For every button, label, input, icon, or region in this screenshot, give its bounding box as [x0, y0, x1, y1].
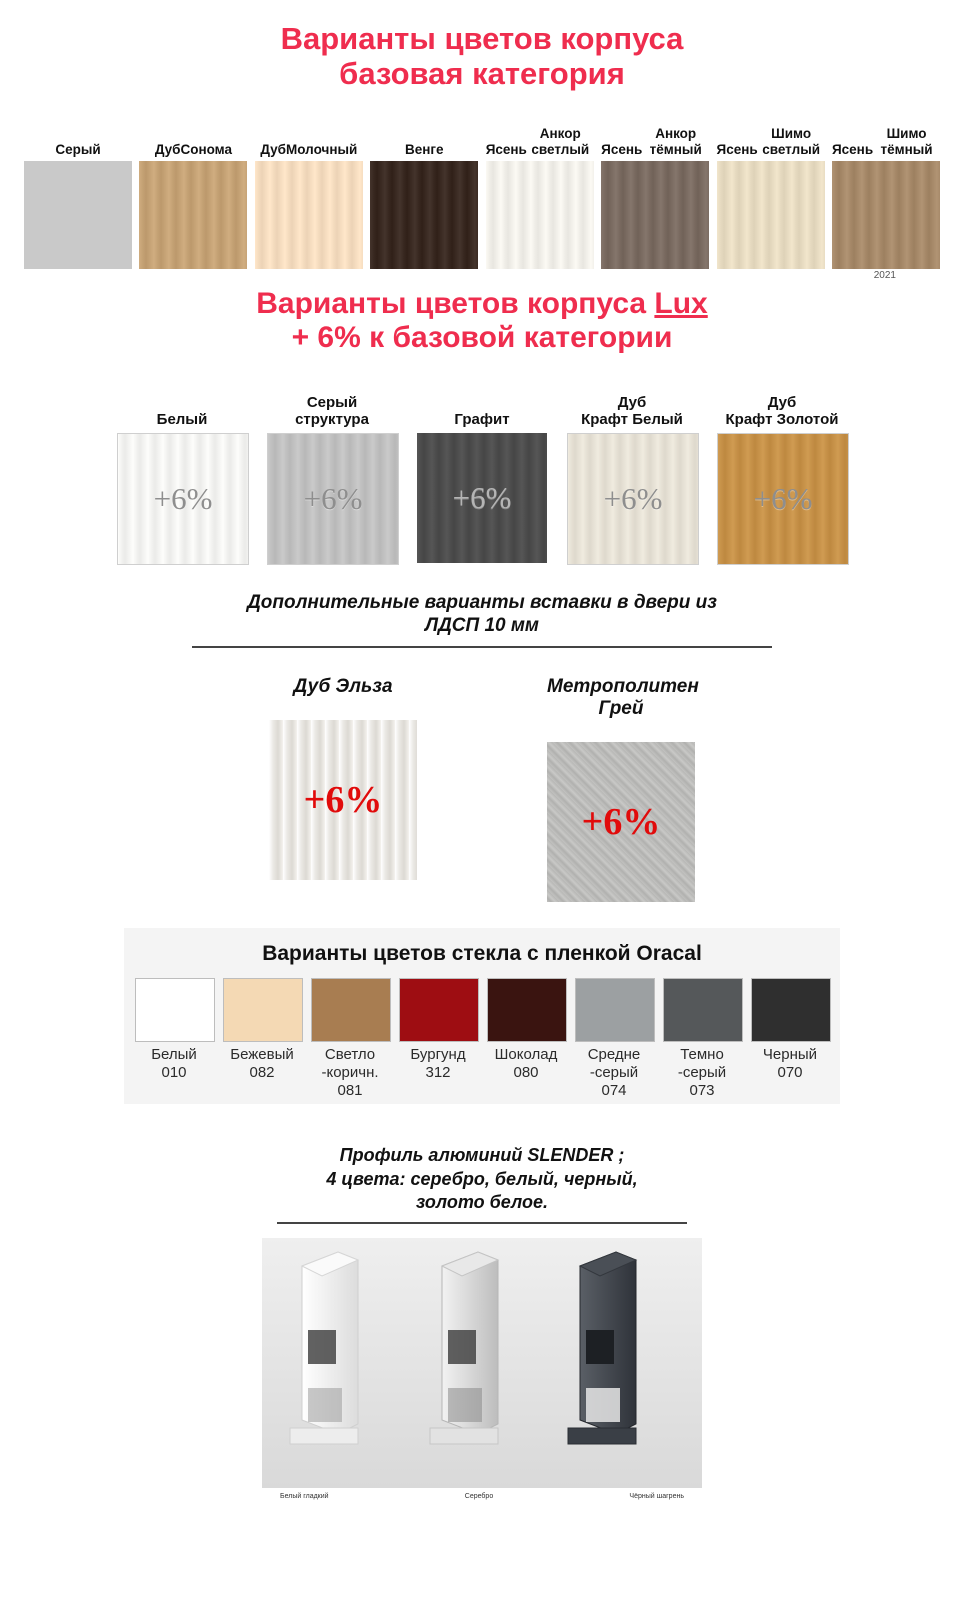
base-color-swatch[interactable] [486, 161, 594, 269]
oracal-cell [311, 978, 389, 1100]
oracal-label: Черный 070 [762, 1046, 818, 1082]
insert-title-line1: Дополнительные варианты вставки в двери из [247, 591, 717, 613]
profile-title-line3: золото белое. [415, 1191, 548, 1212]
profile-caption: Серебро [464, 1493, 494, 1501]
base-color-swatch-cell [832, 161, 940, 269]
base-color-label-cell [717, 105, 825, 161]
lux-color-swatch[interactable] [567, 433, 699, 565]
lux-color-cell [117, 371, 247, 565]
oracal-label: Белый 010 [151, 1046, 197, 1082]
base-category-title [0, 22, 964, 91]
base-color-label: Венге [404, 141, 444, 157]
oracal-cell [575, 978, 653, 1100]
oracal-swatch-row [124, 978, 840, 1100]
base-title-line1: Варианты цветов корпуса [280, 21, 684, 56]
lux-color-label: Серый структура [295, 393, 369, 429]
profile-image [262, 1238, 702, 1500]
insert-swatch[interactable] [547, 742, 695, 902]
base-title-line2: базовая категория [339, 55, 625, 91]
insert-label: Метрополитен Грей [547, 676, 699, 720]
base-color-swatch[interactable] [255, 161, 363, 269]
lux-color-label: Дуб Крафт Белый [581, 393, 683, 429]
insert-section-title [0, 591, 964, 639]
base-color-label: Дуб Сонома [154, 141, 233, 157]
oracal-label: Бургунд 312 [410, 1046, 466, 1082]
lux-price-badge: +6% [303, 480, 363, 516]
base-color-swatch-cell [717, 161, 825, 269]
lux-price-badge: +6% [153, 480, 213, 516]
lux-color-cell [567, 371, 697, 565]
oracal-label: Шоколад 080 [494, 1046, 558, 1082]
oracal-swatch[interactable] [575, 978, 655, 1042]
base-color-label-cell [601, 105, 709, 161]
base-color-swatch-cell [370, 161, 478, 269]
oracal-swatch[interactable] [311, 978, 391, 1042]
base-color-label: Ясень Шимо светлый [716, 125, 821, 157]
lux-price-badge: +6% [753, 480, 813, 516]
base-color-label-cell [370, 105, 478, 161]
lux-color-swatch[interactable] [417, 433, 547, 563]
oracal-title: Варианты цветов стекла с пленкой Oracal [262, 942, 702, 966]
lux-color-cell [267, 371, 397, 565]
base-color-label-cell [139, 105, 247, 161]
oracal-cell [135, 978, 213, 1100]
oracal-label: Средне -серый 074 [587, 1046, 641, 1100]
insert-title-line2: ЛДСП 10 мм [425, 615, 539, 637]
insert-price-badge: +6% [303, 779, 383, 822]
profile-caption: Белый гладкий [280, 1493, 329, 1501]
profile-title-line1: Профиль алюминий SLENDER ; [339, 1145, 625, 1166]
base-color-label: Серый [55, 141, 101, 157]
divider-2 [277, 1222, 687, 1224]
oracal-swatch[interactable] [135, 978, 215, 1042]
lux-color-swatch[interactable] [117, 433, 249, 565]
oracal-label: Светло -коричн. 081 [321, 1046, 379, 1100]
base-color-swatch-cell [601, 161, 709, 269]
lux-color-label: Графит [454, 411, 510, 429]
insert-label: Дуб Эльза [293, 676, 393, 698]
lux-color-cell [417, 371, 547, 565]
base-label-row [24, 105, 940, 161]
profile-title-line2: 4 цвета: серебро, белый, черный, [326, 1168, 638, 1189]
lux-color-swatch[interactable] [267, 433, 399, 565]
oracal-cell [663, 978, 741, 1100]
base-color-label-cell [24, 105, 132, 161]
year-watermark: 2021 [873, 270, 896, 281]
lux-color-label: Белый [156, 411, 208, 429]
oracal-swatch[interactable] [399, 978, 479, 1042]
base-color-label: Дуб Молочный [260, 141, 358, 157]
oracal-cell [399, 978, 477, 1100]
base-color-label: Ясень Анкор тёмный [601, 125, 702, 157]
base-color-swatch-cell [24, 161, 132, 269]
insert-price-badge: +6% [581, 801, 661, 844]
divider-1 [192, 646, 772, 648]
base-color-label-cell [255, 105, 363, 161]
oracal-swatch[interactable] [663, 978, 743, 1042]
base-color-swatch[interactable] [24, 161, 132, 269]
base-color-swatch-cell [486, 161, 594, 269]
oracal-cell [223, 978, 301, 1100]
lux-category-title [0, 287, 964, 354]
base-color-label: Ясень Анкор светлый [485, 125, 590, 157]
profile-caption-row [262, 1493, 702, 1500]
lux-color-swatch[interactable] [717, 433, 849, 565]
oracal-section [124, 928, 840, 1104]
insert-cell [547, 676, 699, 902]
insert-swatch[interactable] [269, 720, 417, 880]
base-color-label-cell [832, 105, 940, 161]
base-swatch-section [0, 105, 964, 269]
lux-price-badge: +6% [603, 480, 663, 516]
lux-color-cell [717, 371, 847, 565]
oracal-swatch[interactable] [751, 978, 831, 1042]
profile-section-title [0, 1144, 964, 1214]
oracal-label: Темно -серый 073 [677, 1046, 727, 1100]
lux-color-label: Дуб Крафт Золотой [725, 393, 839, 429]
lux-word: Lux [654, 287, 708, 321]
profile-caption: Чёрный шагрень [629, 1493, 684, 1501]
lux-swatch-row [0, 371, 964, 565]
base-color-swatch[interactable] [832, 161, 940, 269]
oracal-label: Бежевый 082 [230, 1046, 294, 1082]
aluminium-profile-illustration [262, 1238, 702, 1488]
base-color-swatch-cell [255, 161, 363, 269]
oracal-swatch[interactable] [487, 978, 567, 1042]
base-color-swatch[interactable] [717, 161, 825, 269]
oracal-cell [487, 978, 565, 1100]
base-color-swatch[interactable] [601, 161, 709, 269]
oracal-cell [751, 978, 829, 1100]
base-color-label-cell [486, 105, 594, 161]
insert-cell [269, 676, 417, 902]
base-color-swatch[interactable] [370, 161, 478, 269]
base-color-swatch[interactable] [139, 161, 247, 269]
oracal-swatch[interactable] [223, 978, 303, 1042]
lux-title-line2: + 6% к базовой категории [291, 321, 673, 355]
lux-title-line1: Варианты цветов корпуса Lux [256, 287, 708, 321]
base-swatch-row [24, 161, 940, 269]
base-color-swatch-cell [139, 161, 247, 269]
lux-price-badge: +6% [452, 479, 512, 515]
insert-swatch-row [0, 676, 964, 902]
base-color-label: Ясень Шимо тёмный [831, 125, 933, 157]
